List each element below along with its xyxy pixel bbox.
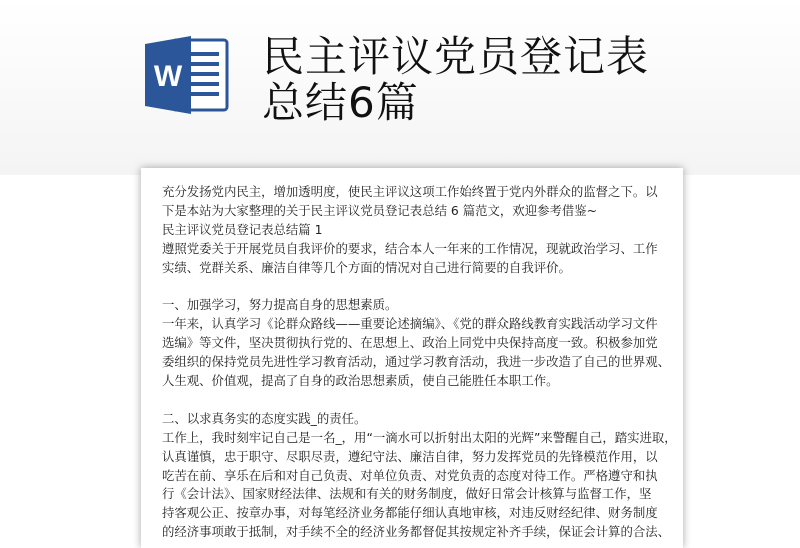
document-line: 的经济事项敢于抵制，对手续不全的经济业务都督促其按规定补齐手续，保证会计算的合法、	[162, 524, 671, 540]
document-line: 行《会计法》、国家财经法律、法规和有关的财务制度，做好日常会计核算与监督工作，坚	[162, 486, 652, 502]
document-line: 选编》等文件，坚决贯彻执行党的、在思想上、政治上同党中央保持高度一致。积极参加党	[162, 335, 658, 351]
document-page	[141, 168, 683, 548]
word-icon-letter: W	[153, 60, 183, 93]
document-line: 二、以求真务实的态度实践_的责任。	[162, 410, 367, 426]
document-line: 充分发扬党内民主，增加透明度，使民主评议这项工作始终置于党内外群众的监督之下。以	[162, 184, 658, 199]
title-line-2: 总结6篇	[262, 78, 419, 127]
document-line: 委组织的保持党员先进性学习教育活动，通过学习教育活动，我进一步改造了自己的世界观、	[162, 354, 671, 370]
document-line: 人生观、价值观，提高了自身的政治思想素质，使自己能胜任本职工作。	[162, 373, 559, 389]
document-line: 工作上，我时刻牢记自己是一名_，用“一滴水可以折射出太阳的光辉”来警醒自己，踏实进取，	[162, 429, 677, 445]
blank-line	[162, 278, 662, 297]
word-icon	[143, 34, 229, 116]
document-line: 遵照党委关于开展党员自我评价的要求，结合本人一年来的工作情况，现就政治学习、工作	[162, 240, 658, 256]
document-line: 一年来，认真学习《论群众路线——重要论述摘编》、《党的群众路线教育实践活动学习文件	[162, 316, 658, 332]
title-line-1: 民主评议党员登记表	[262, 32, 650, 81]
document-line: 持客观公正、按章办事，对每笔经济业务都能仔细认真地审核，对违反财经纪律、财务制度	[162, 505, 658, 521]
document-line: 实绩、党群关系、廉洁自律等几个方面的情况对自己进行简要的自我评价。	[162, 259, 571, 275]
blank-line	[162, 391, 662, 410]
document-title	[262, 34, 742, 126]
document-line: 认真谨慎，忠于职守、尽职尽责，遵纪守法、廉洁自律，努力发挥党员的先锋模范作用，以	[162, 448, 658, 464]
document-line: 一、加强学习，努力提高自身的思想素质。	[162, 297, 398, 313]
document-line: 吃苦在前、享乐在后和对自己负责、对单位负责、对党负责的态度对待工作。严格遵守和执	[162, 467, 658, 483]
document-line: 民主评议党员登记表总结篇 1	[162, 221, 323, 237]
document-line: 下是本站为大家整理的关于民主评议党员登记表总结 6 篇范文，欢迎参考借鉴~	[162, 202, 598, 218]
document-body	[162, 183, 677, 542]
